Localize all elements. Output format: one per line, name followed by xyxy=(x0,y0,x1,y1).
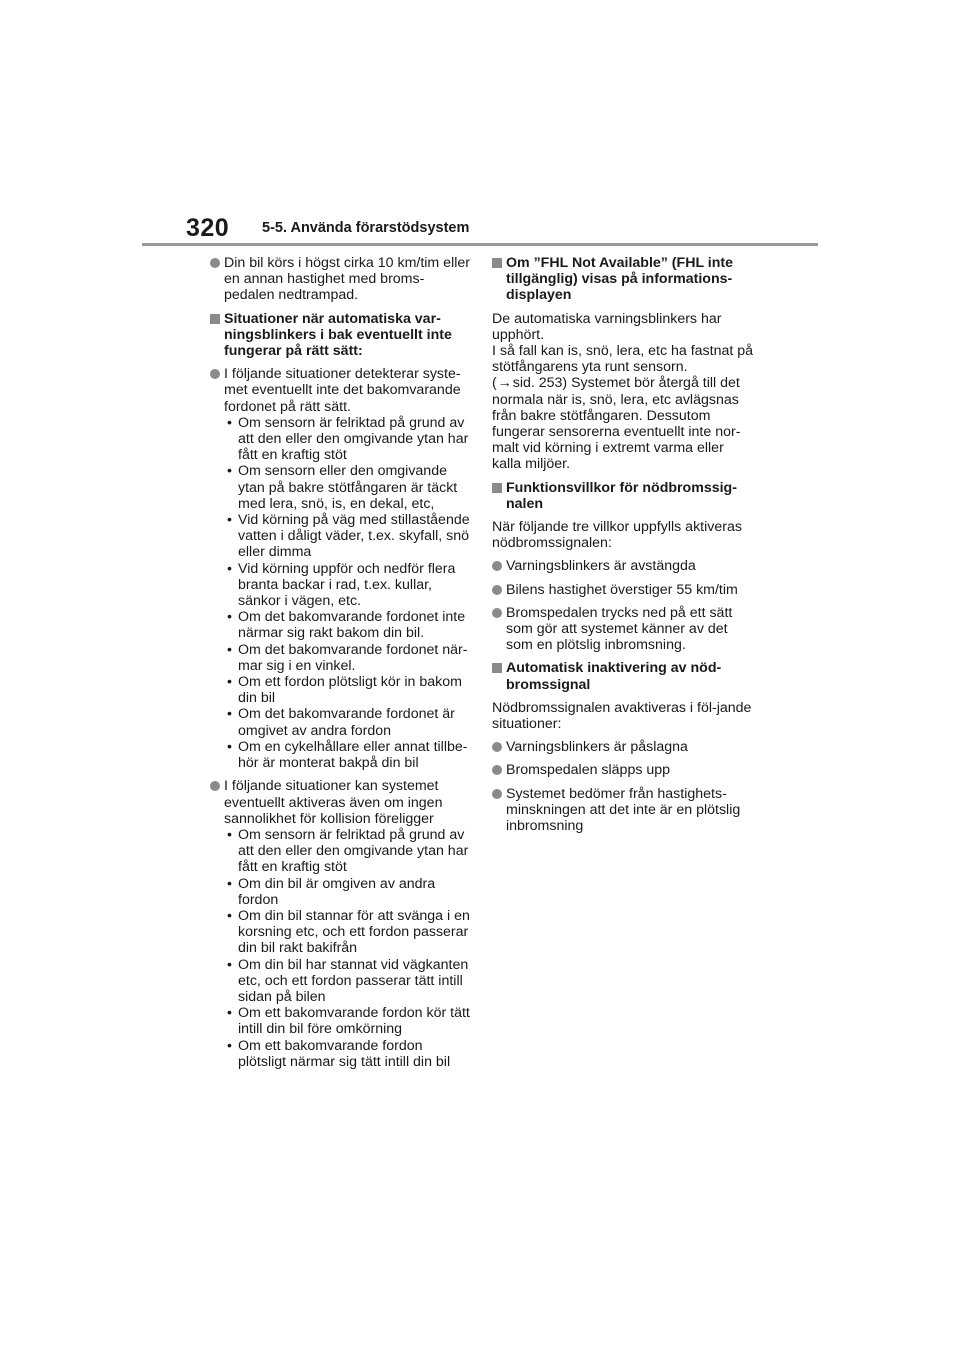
sub-list-item: • Om det bakomvarande fordonet när-mar sig i en vinkel. xyxy=(227,641,468,674)
left-column xyxy=(210,255,472,1077)
sub-list-item: • Om din bil stannar för att svänga i en korsning etc, och ett fordon passerar din bil rakt bakifrån xyxy=(227,907,470,957)
list-item: I följande situationer detekterar syste-met eventuellt inte det bakomvarande fordonet på rätt sätt. • Om sensorn är felriktad på grund av att den eller den omgivande ytan har fått en kraftig stöt • Om sensorn eller den omgivande ytan på bakre stötfångaren är täckt med lera, snö, is, en dekal, etc, • Vid körning på väg med stillastående vatten i dåligt väder, t.ex. skyfall, snö eller dimma • Vid körning uppför och nedför flera branta backar i rad, t.ex. kullar, sänkor i vägen, etc. • Om det bakomvarande fordonet inte närmar sig rakt bakom din bil. • Om det bakomvarande fordonet när-mar sig i en vinkel. • Om ett fordon plötsligt kör in bakom din bil • Om det bakomvarande fordonet är omgivet av andra fordon • Om en cykelhållare eller annat tillbe-hör är monterat bakpå din bil xyxy=(210,366,472,771)
sub-list-item: • Om din bil har stannat vid vägkanten etc, och ett fordon passerar tätt intill sidan på bilen xyxy=(227,956,469,1005)
sub-list-item: • Om sensorn eller den omgivande ytan på bakre stötfångaren är täckt med lera, snö, is, en dekal, etc, xyxy=(227,463,458,512)
sub-list xyxy=(224,415,472,771)
list-item: Bromspedalen trycks ned på ett sätt som gör att systemet känner av det som en plötslig inbromsning. xyxy=(492,605,754,654)
square-bullet-icon xyxy=(492,258,502,268)
sub-list-item: • Om det bakomvarande fordonet är omgivet av andra fordon xyxy=(227,706,455,739)
section-heading: Situationer när automatiska var-ningsblinkers i bak eventuellt inte fungerar på rätt sätt: xyxy=(210,311,472,360)
section-heading: Om ”FHL Not Available” (FHL inte tillgänglig) visas på informations-displayen xyxy=(492,255,754,304)
square-bullet-icon xyxy=(492,663,502,673)
sub-list-item: • Om din bil är omgiven av andra fordon xyxy=(227,875,436,908)
circle-bullet-icon xyxy=(210,258,220,268)
square-bullet-icon xyxy=(492,483,502,493)
circle-bullet-icon xyxy=(492,765,502,775)
circle-bullet-icon xyxy=(492,585,502,595)
page-header xyxy=(186,210,818,246)
list-item: Systemet bedömer från hastighets-minskningen att det inte är en plötslig inbromsning xyxy=(492,786,754,835)
list-item: Bilens hastighet överstiger 55 km/tim xyxy=(492,582,754,598)
header-divider xyxy=(142,243,818,246)
list-item: Din bil körs i högst cirka 10 km/tim eller en annan hastighet med broms-pedalen nedtrampad. xyxy=(210,255,472,304)
sub-list-item: • Vid körning uppför och nedför flera branta backar i rad, t.ex. kullar, sänkor i vägen, etc. xyxy=(227,560,456,610)
section-title: 5-5. Använda förarstödsystem xyxy=(262,220,470,236)
section-heading: Automatisk inaktivering av nöd-bromssignal xyxy=(492,660,754,692)
circle-bullet-icon xyxy=(492,608,502,618)
sub-list-item: • Om sensorn är felriktad på grund av att den eller den omgivande ytan har fått en kraftig stöt xyxy=(227,414,469,464)
list-item: I följande situationer kan systemet eventuellt aktiveras även om ingen sannolikhet för kollision föreligger • Om sensorn är felriktad på grund av att den eller den omgivande ytan har fått en kraftig stöt • Om din bil är omgiven av andra fordon • Om din bil stannar för att svänga i en korsning etc, och ett fordon passerar din bil rakt bakifrån • Om din bil har stannat vid vägkanten etc, och ett fordon passerar tätt intill sidan på bilen • Om ett bakomvarande fordon kör tätt intill din bil före omkörning • Om ett bakomvarande fordon plötsligt närmar sig tätt intill din bil xyxy=(210,778,472,1070)
paragraph: Nödbromssignalen avaktiveras i föl-jande situationer: xyxy=(492,699,752,733)
paragraph: När följande tre villkor uppfylls aktiveras nödbromssignalen: xyxy=(492,519,742,552)
sub-list-item: • Om en cykelhållare eller annat tillbe-hör är monterat bakpå din bil xyxy=(227,738,468,772)
section-heading: Funktionsvillkor för nödbromssig-nalen xyxy=(492,480,754,512)
arrow-right-icon: → xyxy=(497,375,512,392)
sub-list-item: • Om sensorn är felriktad på grund av att den eller den omgivande ytan har fått en kraftig stöt xyxy=(227,826,469,876)
paragraph: De automatiska varningsblinkers har upphört. I så fall kan is, snö, lera, etc ha fastnat på stötfångarens yta runt sensorn. (→sid. 253) Systemet bör återgå till det normala när is, snö, lera, etc avlägsnas från bakre stötfångaren. Dessutom fungerar sensorerna eventuellt inte nor-malt vid körning i extremt varma eller kalla miljöer. xyxy=(492,310,754,473)
square-bullet-icon xyxy=(210,314,220,324)
circle-bullet-icon xyxy=(492,789,502,799)
sub-list-item: • Om ett fordon plötsligt kör in bakom din bil xyxy=(227,674,462,707)
list-item: Varningsblinkers är påslagna xyxy=(492,739,754,755)
circle-bullet-icon xyxy=(492,561,502,571)
sub-list-item: • Om ett bakomvarande fordon kör tätt intill din bil före omkörning xyxy=(227,1005,470,1038)
sub-list xyxy=(224,827,472,1070)
page-number: 320 xyxy=(186,214,230,242)
sub-list-item: • Om det bakomvarande fordonet inte närmar sig rakt bakom din bil. xyxy=(227,609,466,642)
list-item: Bromspedalen släpps upp xyxy=(492,762,754,778)
right-column xyxy=(492,255,754,841)
circle-bullet-icon xyxy=(492,742,502,752)
sub-list-item: • Om ett bakomvarande fordon plötsligt närmar sig tätt intill din bil xyxy=(227,1037,451,1070)
sub-list-item: • Vid körning på väg med stillastående vatten i dåligt väder, t.ex. skyfall, snö eller dimma xyxy=(227,512,470,561)
circle-bullet-icon xyxy=(210,781,220,791)
circle-bullet-icon xyxy=(210,369,220,379)
list-item: Varningsblinkers är avstängda xyxy=(492,558,754,574)
